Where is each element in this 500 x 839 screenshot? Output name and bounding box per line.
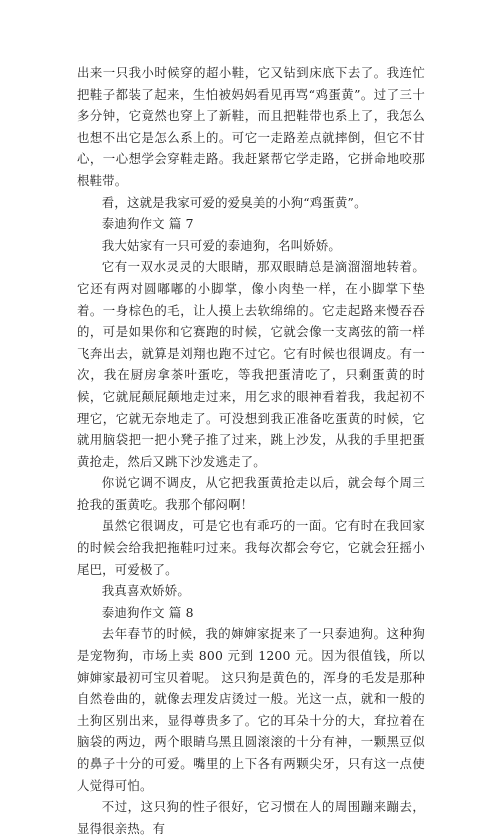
paragraph: 看，这就是我家可爱的爱臭美的小狗“鸡蛋黄”。 — [101, 194, 367, 210]
section-heading: 泰迪狗作文 篇 7 — [101, 216, 194, 232]
paragraph: 你说它调不调皮，从它把我蛋黄抢走以后，就会每个周三抢我的蛋黄吃。我那个郁闷啊！ — [77, 475, 425, 512]
section-heading: 泰迪狗作文 篇 8 — [101, 604, 194, 620]
paragraph: 去年春节的时候，我的婶婶家捉来了一只泰迪狗。这种狗是宠物狗，市场上卖 800 元到 1200 元。因为很值钱，所以婶婶家最初可宝贝着呢。 这只狗是黄色的，浑身的毛发是那种自然卷曲的，就像去理发店烫过一般。光这一点，就和一般的土狗区别出来，显得尊贵多了。它的耳朵十分的大，耷拉着在脑袋的两边，两个眼睛乌黑且圆滚滚的十分有神，一颗黑豆似的鼻子十分的可爱。嘴里的上下各有两颗尖牙，只有这一点使人觉得可怕。 — [77, 626, 425, 793]
paragraph: 它有一双水灵灵的大眼睛，那双眼睛总是滴溜溜地转着。它还有两对圆嘟嘟的小脚掌，像小肉垫一样，在小脚掌下垫着。一身棕色的毛，让人摸上去软绵绵的。它走起路来慢吞吞的，可是如果你和它赛跑的时候，它就会像一支离弦的箭一样飞奔出去，就算是刘翔也跑不过它。它有时候也很调皮。有一次，我在厨房拿茶叶蛋吃，等我把蛋清吃了，只剩蛋黄的时候，它就屁颠屁颠地走过来，用乞求的眼神看着我，我起初不理它，它就无奈地走了。可没想到我正准备吃蛋黄的时候，它就用脑袋把一把小凳子推了过来，跳上沙发，从我的手里把蛋黄抢走，然后又跳下沙发逃走了。 — [77, 259, 425, 469]
paragraph: 我大姑家有一只可爱的泰迪狗，名叫娇娇。 — [101, 237, 342, 253]
paragraph: 不过，这只狗的性子很好，它习惯在人的周围蹦来蹦去，显得很亲热。有 — [77, 799, 425, 836]
paragraph: 我真喜欢娇娇。 — [101, 583, 190, 599]
document-body — [77, 62, 425, 839]
paragraph: 虽然它很调皮，可是它也有乖巧的一面。它有时在我回家的时候会给我把拖鞋叼过来。我每次都会夸它，它就会狂摇小尾巴，可爱极了。 — [77, 518, 425, 577]
paragraph: 出来一只我小时候穿的超小鞋，它又钻到床底下去了。我连忙把鞋子都装了起来，生怕被妈妈看见再骂“鸡蛋黄”。过了三十多分钟，它竟然也穿上了新鞋，而且把鞋带也系上了，我怎么也想不出它是怎么系上的。可它一走路差点就摔倒，但它不甘心，一心想学会穿鞋走路。我赶紧帮它学走路，它拼命地咬那根鞋带。 — [77, 65, 425, 188]
